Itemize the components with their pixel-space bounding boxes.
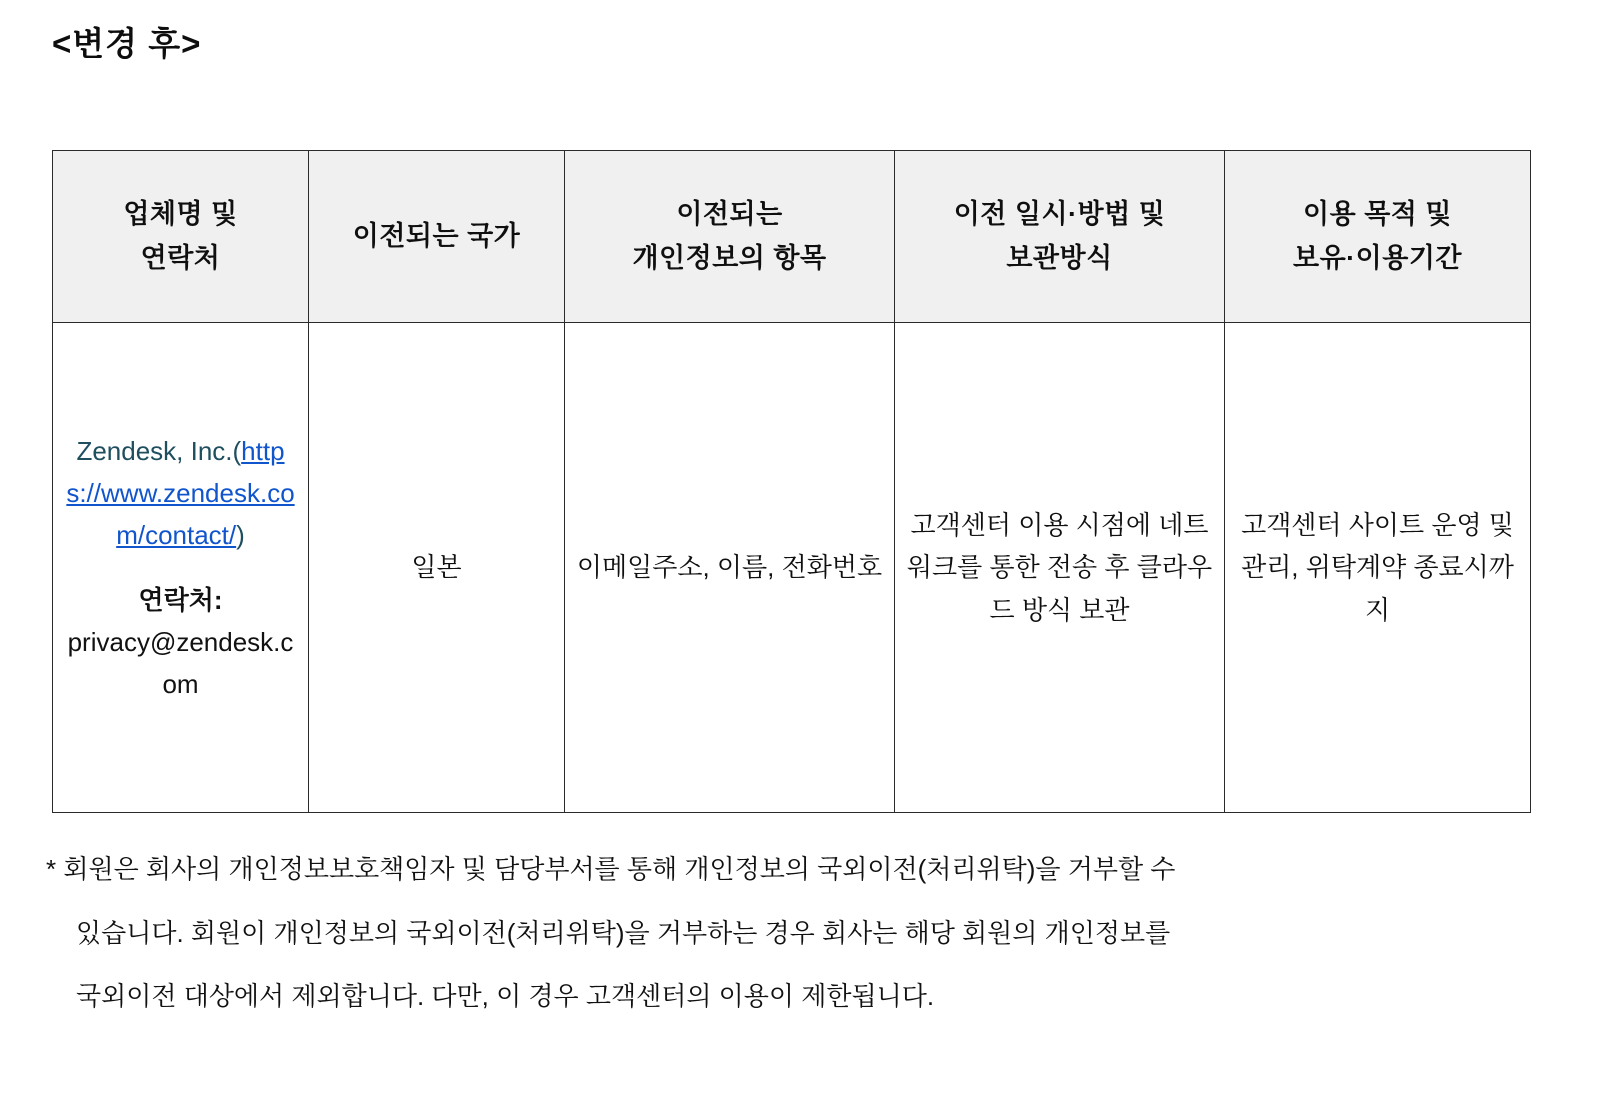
cell-items: 이메일주소, 이름, 전화번호 bbox=[565, 323, 895, 813]
overseas-transfer-table bbox=[52, 150, 1531, 813]
vendor-name-suffix: ) bbox=[236, 520, 245, 551]
column-header-items bbox=[565, 151, 895, 323]
footnote-line-1: * 회원은 회사의 개인정보보호책임자 및 담당부서를 통해 개인정보의 국외이전(처리위탁)을 거부할 수 bbox=[46, 854, 1176, 884]
transfer-table-container bbox=[52, 150, 1530, 813]
footnote bbox=[46, 838, 1536, 1029]
cell-purpose: 고객센터 사이트 운영 및 관리, 위탁계약 종료시까지 bbox=[1225, 323, 1531, 813]
column-header-purpose bbox=[1225, 151, 1531, 323]
page-title: <변경 후> bbox=[52, 25, 202, 62]
footnote-line-2: 있습니다. 회원이 개인정보의 국외이전(처리위탁)을 거부하는 경우 회사는 해당 회원의 개인정보를 bbox=[76, 917, 1171, 948]
cell-country: 일본 bbox=[309, 323, 565, 813]
column-header-method bbox=[895, 151, 1225, 323]
column-header-method-line1: 이전 일시·방법 및 bbox=[953, 198, 1166, 229]
column-header-country-line1: 이전되는 국가 bbox=[352, 220, 521, 251]
column-header-country bbox=[309, 151, 565, 323]
footnote-line-3: 국외이전 대상에서 제외합니다. 다만, 이 경우 고객센터의 이용이 제한됩니다. bbox=[76, 981, 935, 1012]
column-header-purpose-line1: 이용 목적 및 bbox=[1303, 198, 1452, 229]
table-header-row bbox=[53, 151, 1531, 323]
vendor-email: privacy@zendesk.com bbox=[67, 626, 294, 699]
column-header-purpose-line2: 보유·이용기간 bbox=[1293, 242, 1462, 273]
vendor-name: Zendesk, Inc.( bbox=[76, 436, 242, 467]
column-header-method-line2: 보관방식 bbox=[1006, 242, 1113, 273]
table-row bbox=[53, 323, 1531, 813]
column-header-vendor-line1: 업체명 및 bbox=[123, 198, 238, 229]
column-header-vendor-line2: 연락처 bbox=[140, 242, 221, 273]
cell-method: 고객센터 이용 시점에 네트워크를 통한 전송 후 클라우드 방식 보관 bbox=[895, 323, 1225, 813]
vendor-contact-label: 연락처: bbox=[138, 584, 223, 615]
column-header-items-line2: 개인정보의 항목 bbox=[632, 242, 827, 273]
cell-vendor bbox=[53, 323, 309, 813]
vendor-website-link[interactable]: https://www.zendesk.com/contact/ bbox=[66, 436, 295, 551]
column-header-vendor bbox=[53, 151, 309, 323]
column-header-items-line1: 이전되는 bbox=[676, 198, 783, 229]
